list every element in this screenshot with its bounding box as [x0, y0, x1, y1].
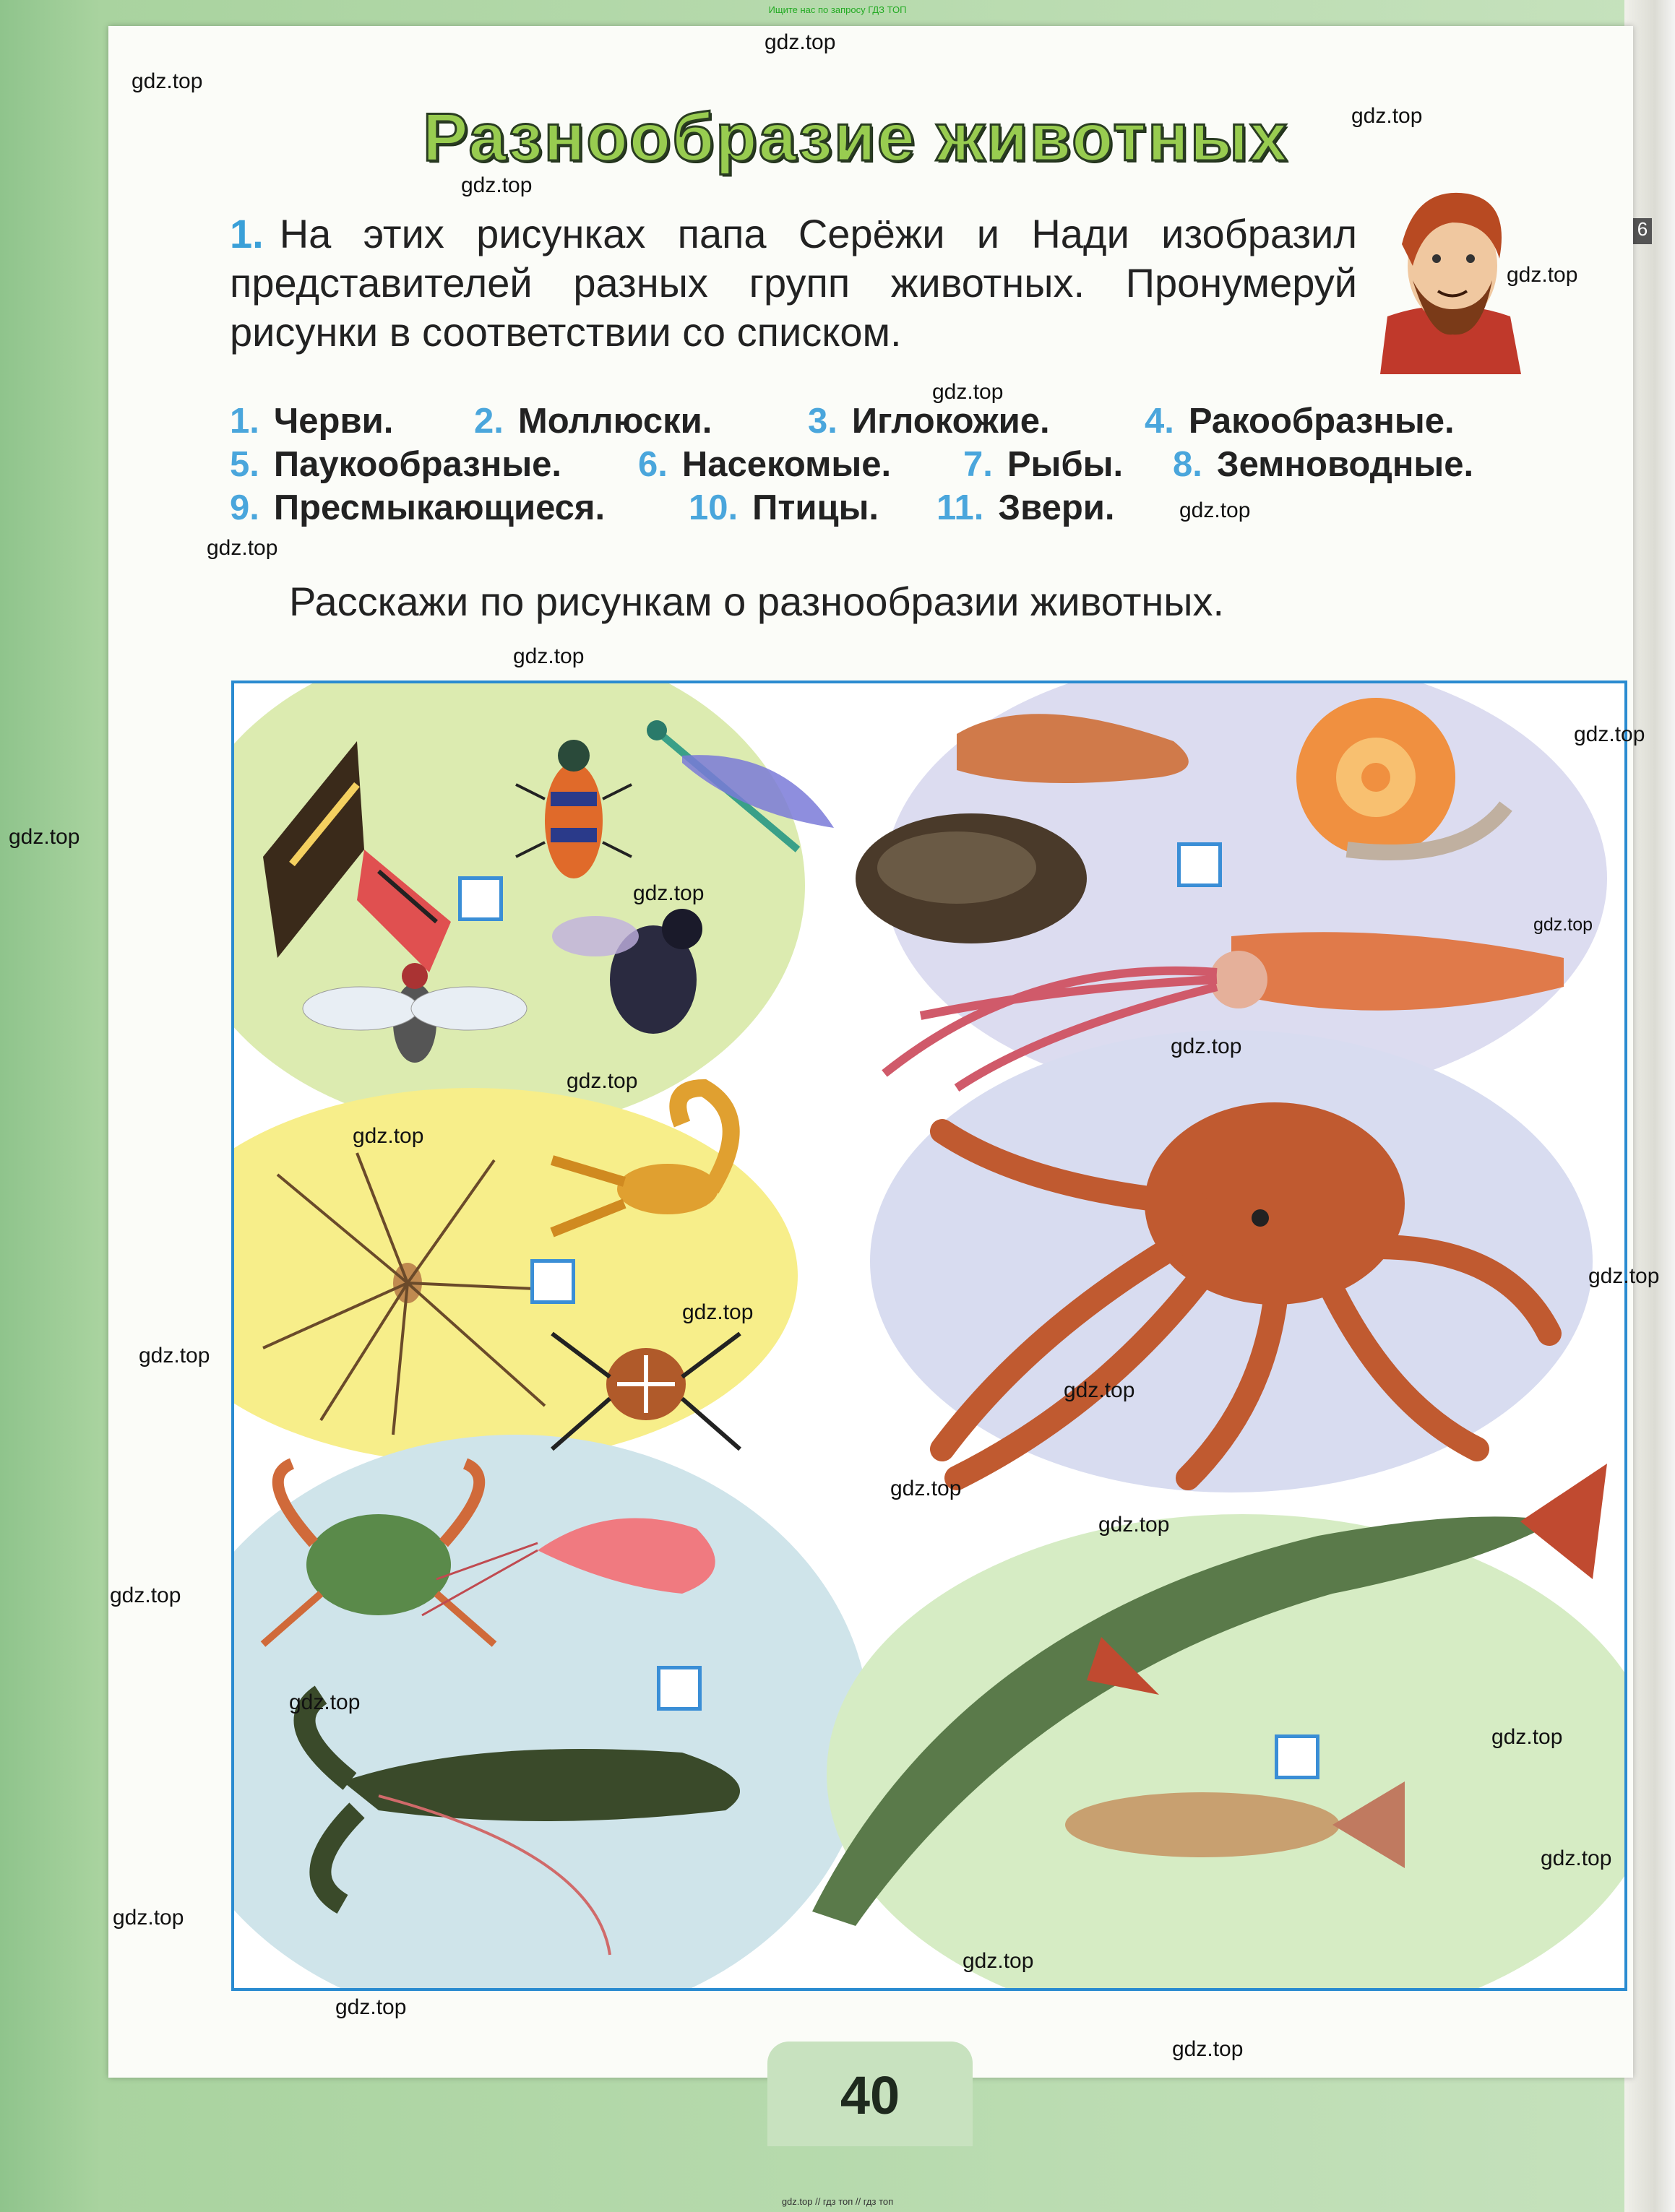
page-number: 40: [840, 2065, 900, 2125]
page-title: Разнообразие животных: [423, 99, 1289, 175]
watermark: gdz.top: [932, 380, 1004, 404]
answer-box-crustaceans[interactable]: [657, 1666, 702, 1711]
list-item: 9. Пресмыкающиеся.: [230, 488, 606, 527]
animals-illustration-frame: [231, 681, 1627, 1991]
animal-drawings: [234, 683, 1624, 1988]
footer-note[interactable]: gdz.top // гдз топ // гдз топ: [781, 2196, 894, 2207]
task-text: На этих рисунках папа Серёжи и Нади изобразил представителей разных групп животных. Пронумеруй рисунки в соответствии со списком.: [230, 211, 1357, 355]
squid-drawing: [884, 932, 1564, 1088]
watermark: gdz.top: [1098, 1513, 1170, 1537]
watermark: gdz.top: [461, 173, 533, 197]
watermark: gdz.top: [335, 1995, 407, 2019]
watermark: gdz.top: [513, 644, 585, 668]
answer-box-molluscs[interactable]: [1177, 842, 1222, 887]
watermark: gdz.top: [113, 1906, 184, 1930]
watermark: gdz.top: [110, 1584, 181, 1607]
answer-box-fish[interactable]: [1275, 1734, 1319, 1779]
list-item: 5. Паукообразные.: [230, 445, 562, 484]
watermark: gdz.top: [9, 825, 80, 849]
list-item: 4. Ракообразные.: [1145, 402, 1455, 441]
moth-drawing: [263, 741, 451, 972]
task-number: 1.: [230, 211, 264, 256]
watermark: gdz.top: [139, 1344, 210, 1368]
watermark: gdz.top: [765, 30, 836, 54]
crayfish-drawing: [305, 1695, 741, 1955]
crab-drawing: [263, 1464, 494, 1644]
watermark: gdz.top: [1541, 1846, 1612, 1870]
watermark: gdz.top: [207, 536, 278, 560]
mussel-drawing: [856, 813, 1087, 943]
list-item: 2. Моллюски.: [474, 402, 712, 441]
task-instruction: [230, 209, 1357, 357]
scorpion-drawing: [552, 1088, 731, 1232]
bumblebee-drawing: [552, 909, 702, 1034]
watermark: gdz.top: [132, 69, 203, 93]
list-item: 7. Рыбы.: [963, 445, 1124, 484]
watermark: gdz.top: [567, 1069, 638, 1093]
watermark: gdz.top: [1574, 722, 1645, 746]
watermark: gdz.top: [1507, 263, 1578, 287]
beetle-drawing: [516, 740, 632, 878]
watermark: gdz.top: [289, 1690, 361, 1714]
watermark: gdz.top: [963, 1949, 1034, 1973]
watermark: gdz.top: [890, 1477, 962, 1500]
list-item: 8. Земноводные.: [1173, 445, 1474, 484]
watermark: gdz.top: [682, 1300, 754, 1324]
watermark: gdz.top: [1533, 915, 1593, 935]
watermark: gdz.top: [1491, 1725, 1563, 1749]
shrimp-drawing: [422, 1518, 715, 1615]
list-item: 11. Звери.: [936, 488, 1115, 527]
group-list-row-2: [230, 444, 1523, 488]
watermark: gdz.top: [1351, 104, 1423, 128]
fly-drawing: [303, 963, 527, 1063]
cross-spider-drawing: [552, 1334, 740, 1449]
octopus-drawing: [942, 1102, 1549, 1478]
list-item: 1. Черви.: [230, 402, 394, 441]
watermark: gdz.top: [633, 881, 705, 905]
watermark: gdz.top: [1179, 498, 1251, 522]
answer-box-insects[interactable]: [458, 876, 503, 921]
list-item: 6. Насекомые.: [638, 445, 892, 484]
slug-drawing: [957, 714, 1189, 783]
snail-drawing: [1296, 698, 1506, 857]
header-note[interactable]: Ищите нас по запросу ГДЗ ТОП: [768, 4, 907, 15]
answer-box-arachnids[interactable]: [530, 1259, 575, 1304]
group-list-row-3: [230, 488, 1523, 531]
watermark: gdz.top: [1171, 1034, 1242, 1058]
discussion-prompt: Расскажи по рисункам о разнообразии животных.: [289, 579, 1225, 624]
list-item: 3. Иглокожие.: [808, 402, 1050, 441]
watermark: gdz.top: [1064, 1378, 1135, 1402]
list-item: 10. Птицы.: [689, 488, 879, 527]
watermark: gdz.top: [1172, 2037, 1244, 2061]
dad-character-illustration: [1373, 172, 1525, 374]
dragonfly-drawing: [647, 720, 834, 850]
group-list-row-1: [230, 401, 1523, 444]
watermark: gdz.top: [353, 1124, 424, 1148]
edge-page-number: 6: [1633, 218, 1652, 244]
small-fish-drawing: [1065, 1781, 1405, 1868]
harvestman-spider-drawing: [263, 1153, 567, 1435]
watermark: gdz.top: [1588, 1264, 1660, 1288]
